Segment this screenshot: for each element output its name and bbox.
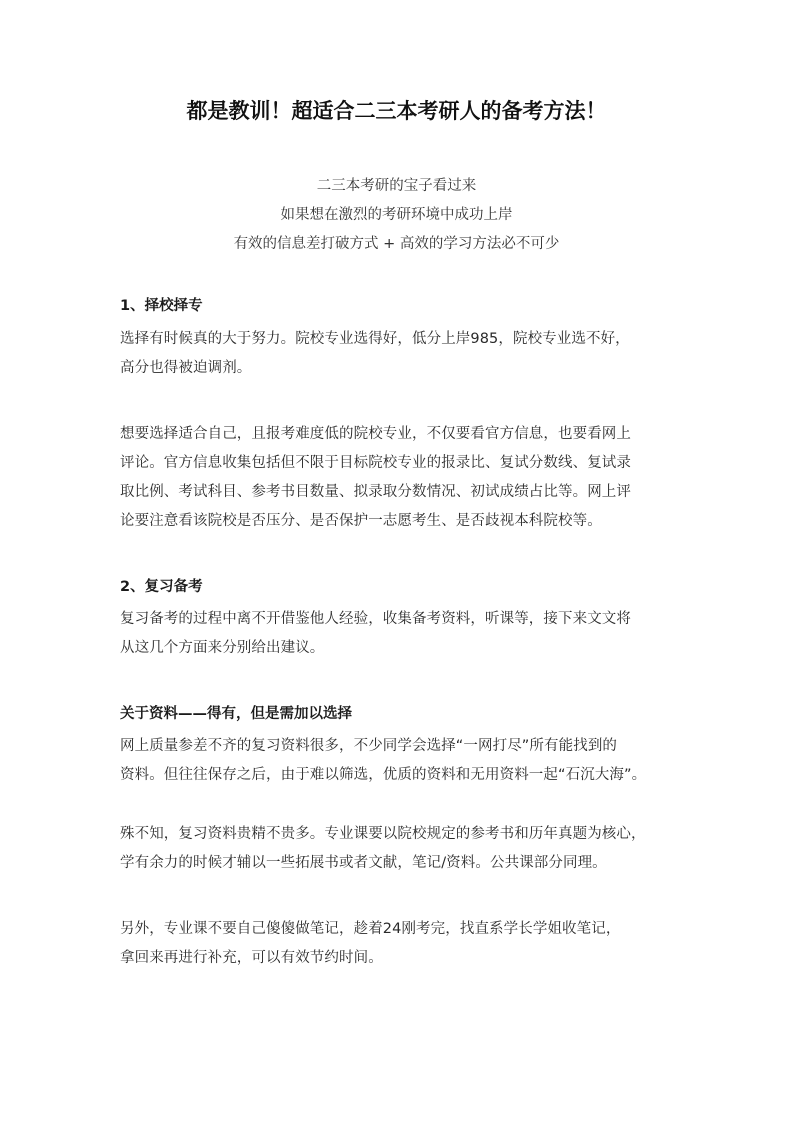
paragraph (120, 325, 676, 383)
paragraph-line: 网上质量参差不齐的复习资料很多，不少同学会选择“一网打尽”所有能找到的 (120, 738, 618, 754)
paragraph-line: 另外，专业课不要自己傻傻做笔记，趁着24刚考完，找直系学长学姐收笔记， (120, 921, 621, 937)
document-title: 都是教训！超适合二三本考研人的备考方法！ (186, 99, 607, 123)
section-heading-school-choice: 1、择校择专 (120, 298, 203, 314)
paragraph-line: 学有余力的时候才辅以一些拓展书或者文献，笔记/资料。公共课部分同理。 (120, 855, 607, 871)
intro-block (0, 172, 793, 259)
paragraph-line: 拿回来再进行补充，可以有效节约时间。 (120, 950, 383, 966)
paragraph (120, 915, 676, 973)
paragraph-line: 想要选择适合自己，且报考难度低的院校专业，不仅要看官方信息，也要看网上 (120, 426, 631, 442)
paragraph (120, 605, 676, 663)
paragraph-line: 评论。官方信息收集包括但不限于目标院校专业的报录比、复试分数线、复试录 (120, 455, 631, 471)
paragraph-line: 高分也得被迫调剂。 (120, 360, 252, 376)
section-heading-materials: 关于资料——得有，但是需加以选择 (120, 706, 352, 722)
intro-line: 如果想在激烈的考研环境中成功上岸 (280, 207, 513, 223)
paragraph (120, 820, 676, 878)
paragraph (120, 420, 676, 536)
paragraph-line: 取比例、考试科目、参考书目数量、拟录取分数情况、初试成绩占比等。网上评 (120, 484, 631, 500)
paragraph (120, 732, 676, 790)
paragraph-line: 论要注意看该院校是否压分、是否保护一志愿考生、是否歧视本科院校等。 (120, 513, 602, 529)
paragraph-line: 选择有时候真的大于努力。院校专业选得好，低分上岸985，院校专业选不好， (120, 331, 630, 347)
paragraph-line: 复习备考的过程中离不开借鉴他人经验，收集备考资料，听课等，接下来文文将 (120, 611, 631, 627)
paragraph-line: 从这几个方面来分别给出建议。 (120, 640, 325, 656)
intro-line: 二三本考研的宝子看过来 (316, 178, 477, 194)
section-heading-review: 2、复习备考 (120, 579, 203, 595)
paragraph-line: 殊不知，复习资料贵精不贵多。专业课要以院校规定的参考书和历年真题为核心， (120, 826, 646, 842)
paragraph-line: 资料。但往往保存之后，由于难以筛选，优质的资料和无用资料一起“石沉大海”。 (120, 767, 647, 783)
intro-line: 有效的信息差打破方式 + 高效的学习方法必不可少 (233, 236, 560, 252)
